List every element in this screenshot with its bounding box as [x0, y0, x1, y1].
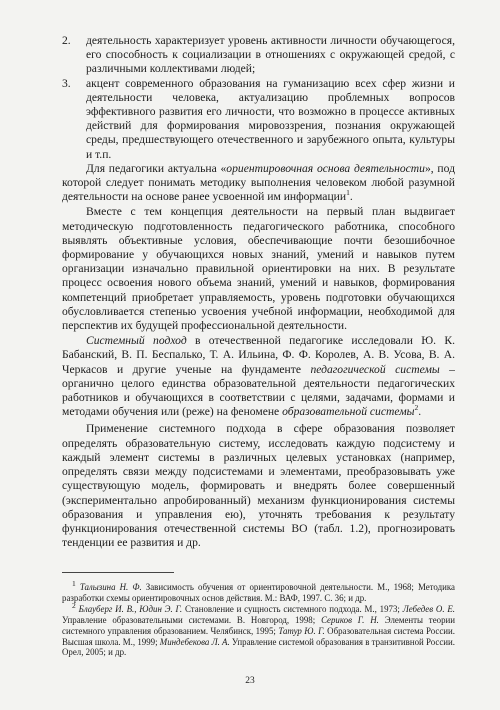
paragraph-orientation-basis: Для педагогики актуальна «ориентировочная основа деятельности», под которой следует понимать методику выполнения человеком любой разумной деятельности на основе ранее усвоенной им информации$^1$. — [62, 161, 455, 204]
list-item-text: деятельность характеризует уровень активности личности обучающегося, его способность к социализации в отношениях с окружающей средой, с различными коллективами людей; — [86, 34, 455, 76]
paragraph-system-application: Применение системного подхода в сфере образования позволяет определять образовательную систему, исследовать каждую подсистему и каждый элемент системы в различных целевых установках (например, определять связи между подсистемами и элементами, преобразовывать уже существующую модель, формировать и внедрять более совершенный (экспериментально апробированный) механизм функционирования системы образования и управления ею), уточнять требования к результату функционирования отечественной системы ВО (табл. 1.2), прогнозировать тенденции ее развития и др. — [62, 422, 455, 550]
footnote-ref-1[interactable]: 1 — [346, 188, 350, 198]
list-item-number: 2. — [62, 34, 71, 47]
footnotes — [62, 579, 456, 658]
term-orientation-basis: ориентировочная основа деятельности — [226, 161, 425, 175]
list-item — [62, 34, 455, 77]
footnote-1: $^1$ Талызина Н. Ф. Зависимость обучения от ориентировочной деятельности. М., 1968; Методика разработки схемы ориентировочных основ действия. М.: ВАФ, 1997. С. 36; и др. — [62, 579, 455, 603]
numbered-list — [62, 34, 455, 162]
term-educational-system: образовательной системы — [282, 405, 415, 419]
list-item-number: 3. — [62, 76, 71, 90]
paragraph-methodical-readiness: Вместе с тем концепция деятельности на первый план выдвигает методическую подготовленность педагогического работника, способного выявлять объективные условия, обеспечивающие почти безошибочное формирование у обучающихся новых знаний, умений и навыков путем организации изначально правильной ориентировки на них. В результате процесс освоения нового объема знаний, умений и навыков, формирования компетенций приобретает управляемость, уровень подготовки обучающихся обусловливается степенью усвоения учебной информации, необходимой для перспектив их будущей профессиональной деятельности. — [62, 205, 455, 333]
term-system-approach: Системный подход — [86, 334, 187, 348]
footnote-2: $^2$ Блауберг И. В., Юдин Э. Г. Становление и сущность системного подхода. М., 1973; Лебедев О. Е. Управление образовательными системами. В. Новгород, 1998; Сериков Г. Н. Элементы теории системного управления образованием. Челябинск, 1995; Татур Ю. Г. Образовательная система России. Высшая школа. М., 1999; Миндебекова Л. А. Управление системой образования в транзитивной России. Орел, 2005; и др. — [62, 600, 456, 658]
term-pedagogical-system: педагогической системы — [310, 362, 440, 376]
paragraph-system-approach: Системный подход в отечественной педагогике исследовали Ю. К. Бабанский, В. П. Беспалько, Т. А. Ильина, Ф. Ф. Королев, А. В. Усова, В. А. Черкасов и другие ученые на фундаменте педагогической системы – органично целого единства образовательной деятельности педагогических работников и обучающихся в соответствии с целями, задачами, формами и методами обучения или (реже) на феномене образовательной системы$^2$. — [62, 334, 455, 419]
footnote-ref-2[interactable]: 2 — [414, 403, 419, 413]
list-item-text: акцент современного образования на гуманизацию всех сфер жизни и деятельности человека, актуализацию проблемных вопросов эффективного развития его личности, что возможно в процессе активных действий для формирования мировоззрения, познания окружающей среды, предшествующего отечественного и зарубежного опыта, культуры и т.п. — [86, 76, 455, 161]
page-number: 23 — [245, 676, 255, 686]
footnote-divider — [62, 572, 174, 573]
list-item — [62, 77, 455, 162]
page-body — [62, 34, 455, 550]
